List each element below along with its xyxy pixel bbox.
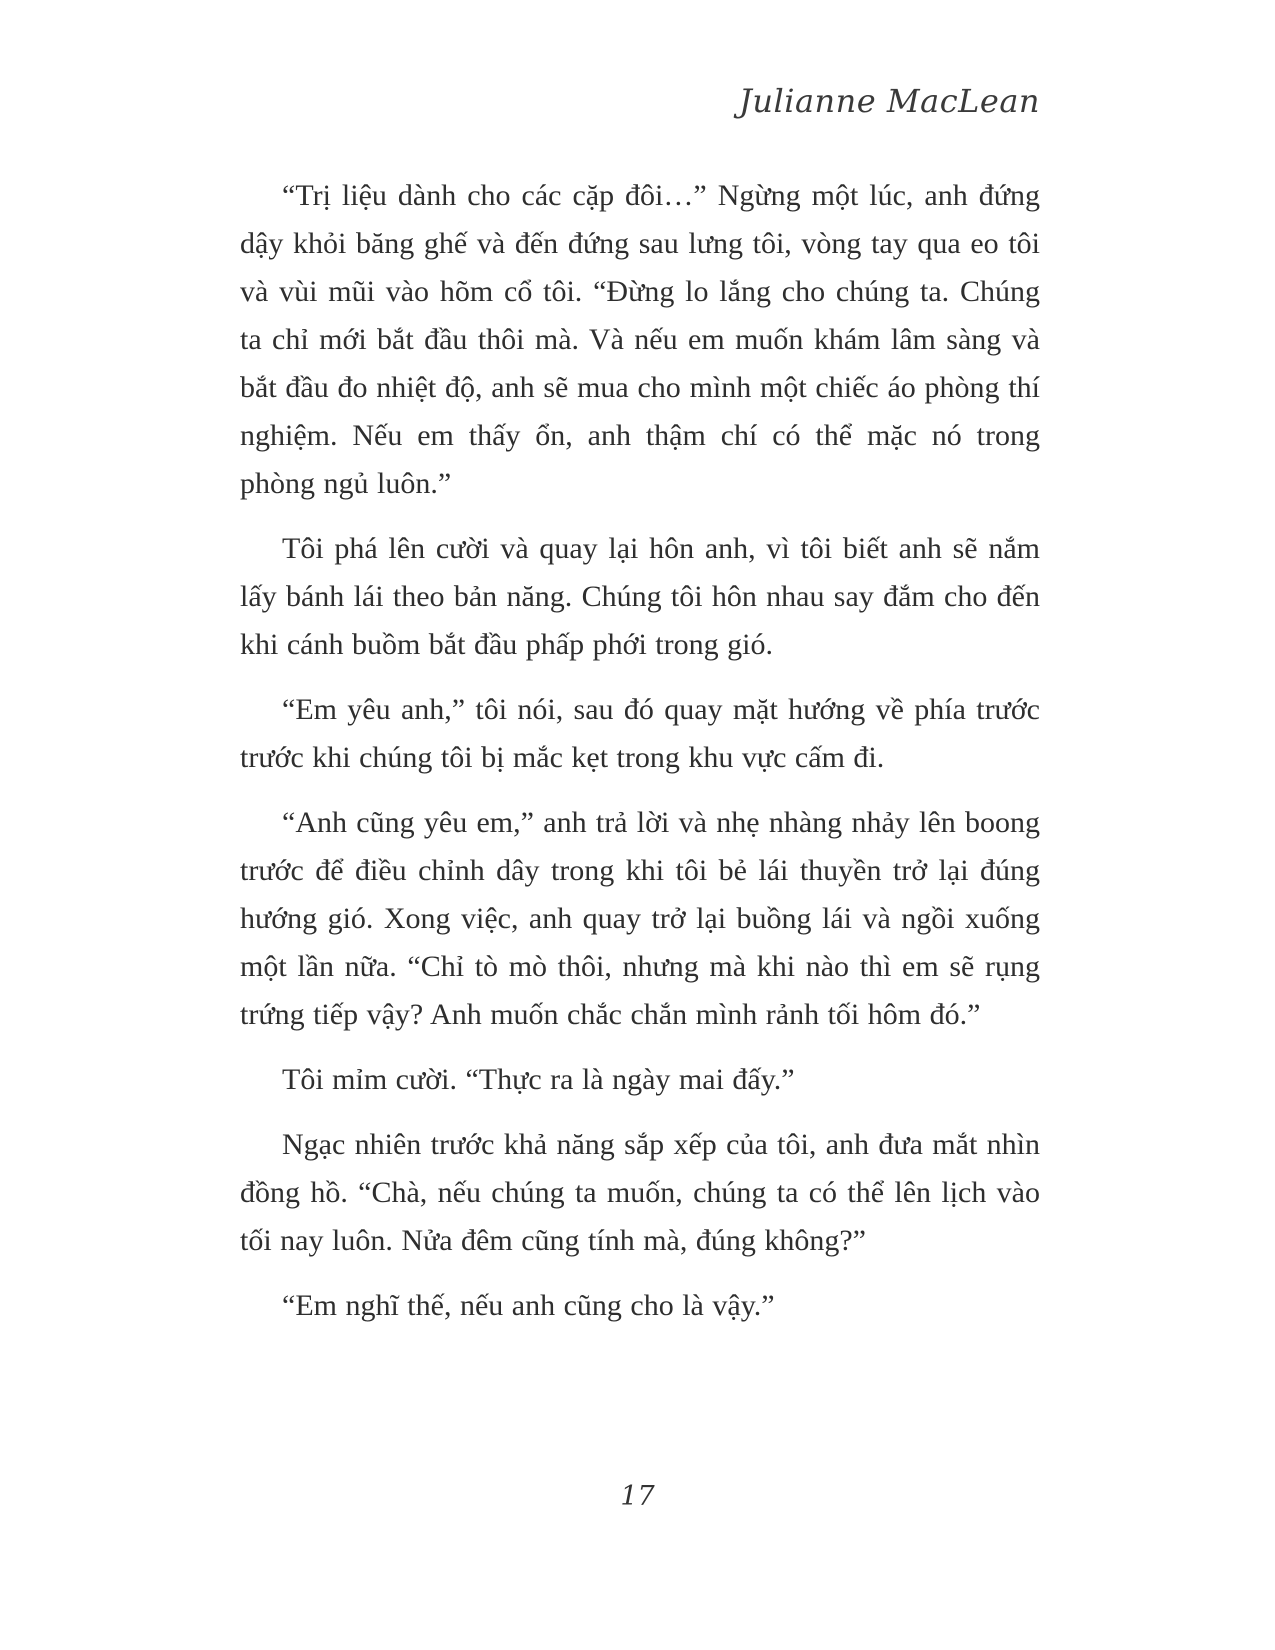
paragraph: Ngạc nhiên trước khả năng sắp xếp của tôi, anh đưa mắt nhìn đồng hồ. “Chà, nếu chúng ta muốn, chúng ta có thể lên lịch vào tối nay luôn. Nửa đêm cũng tính mà, đúng không?” bbox=[240, 1128, 1040, 1257]
page-content bbox=[240, 82, 1040, 1347]
paragraph: Tôi mỉm cười. “Thực ra là ngày mai đấy.” bbox=[282, 1063, 795, 1096]
author-header: Julianne MacLean bbox=[739, 82, 1040, 120]
page-number: 17 bbox=[620, 1481, 655, 1512]
paragraph: “Em yêu anh,” tôi nói, sau đó quay mặt hướng về phía trước trước khi chúng tôi bị mắc kẹt trong khu vực cấm đi. bbox=[240, 693, 1040, 774]
paragraph: “Anh cũng yêu em,” anh trả lời và nhẹ nhàng nhảy lên boong trước để điều chỉnh dây trong khi tôi bẻ lái thuyền trở lại đúng hướng gió. Xong việc, anh quay trở lại buồng lái và ngồi xuống một lần nữa. “Chỉ tò mò thôi, nhưng mà khi nào thì em sẽ rụng trứng tiếp vậy? Anh muốn chắc chắn mình rảnh tối hôm đó.” bbox=[240, 806, 1040, 1031]
body-text bbox=[240, 172, 1040, 1330]
paragraph: “Em nghĩ thế, nếu anh cũng cho là vậy.” bbox=[282, 1289, 775, 1322]
paragraph: Tôi phá lên cười và quay lại hôn anh, vì tôi biết anh sẽ nắm lấy bánh lái theo bản năng. Chúng tôi hôn nhau say đắm cho đến khi cánh buồm bắt đầu phấp phới trong gió. bbox=[240, 532, 1040, 661]
paragraph: “Trị liệu dành cho các cặp đôi…” Ngừng một lúc, anh đứng dậy khỏi băng ghế và đến đứng sau lưng tôi, vòng tay qua eo tôi và vùi mũi vào hõm cổ tôi. “Đừng lo lắng cho chúng ta. Chúng ta chỉ mới bắt đầu thôi mà. Và nếu em muốn khám lâm sàng và bắt đầu đo nhiệt độ, anh sẽ mua cho mình một chiếc áo phòng thí nghiệm. Nếu em thấy ổn, anh thậm chí có thể mặc nó trong phòng ngủ luôn.” bbox=[240, 179, 1040, 500]
